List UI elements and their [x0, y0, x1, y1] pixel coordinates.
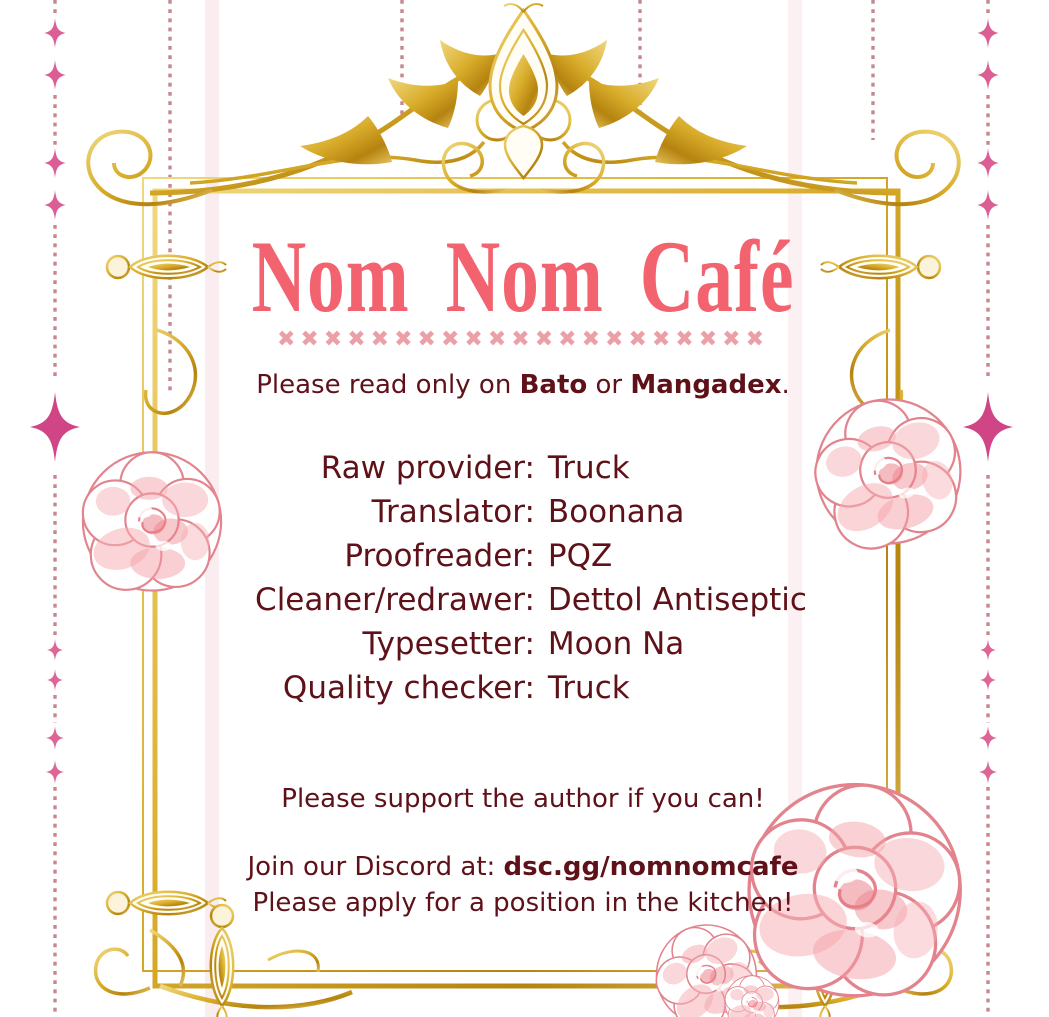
credits-list — [143, 446, 903, 710]
recruitment-message: Please apply for a position in the kitchen! — [252, 888, 794, 918]
notice-prefix: Please read only on — [256, 370, 520, 400]
credit-role: Quality checker: — [282, 670, 535, 706]
credit-role: Raw provider: — [320, 450, 535, 486]
site-name-bato: Bato — [519, 370, 588, 400]
credits-table — [255, 446, 807, 710]
credit-name: Boonana — [547, 494, 685, 530]
notice-connector: or — [587, 370, 631, 400]
reading-notice — [143, 368, 903, 402]
support-message: Please support the author if you can! — [281, 784, 765, 814]
page-title: Nom Nom Café — [251, 220, 795, 335]
credit-role: Translator: — [371, 494, 535, 530]
credit-name: Truck — [547, 450, 630, 486]
discord-prefix: Join our Discord at: — [247, 852, 504, 882]
credit-role: Cleaner/redrawer: — [255, 582, 535, 618]
credit-role: Proofreader: — [344, 538, 535, 574]
credit-name: Truck — [547, 670, 630, 706]
credit-name: PQZ — [547, 538, 613, 574]
site-name-mangadex: Mangadex — [630, 370, 782, 400]
credit-role: Typesetter: — [362, 626, 535, 662]
discord-link: dsc.gg/nomnomcafe — [503, 852, 799, 882]
credit-name: Dettol Antiseptic — [547, 582, 807, 618]
notice-suffix: . — [781, 370, 790, 400]
flower-divider: ✖✖✖✖✖✖✖✖✖✖✖✖✖✖✖✖✖✖✖✖✖ — [276, 327, 770, 352]
credits-content — [143, 0, 903, 1017]
discord-invite — [143, 850, 903, 884]
credit-name: Moon Na — [547, 626, 685, 662]
